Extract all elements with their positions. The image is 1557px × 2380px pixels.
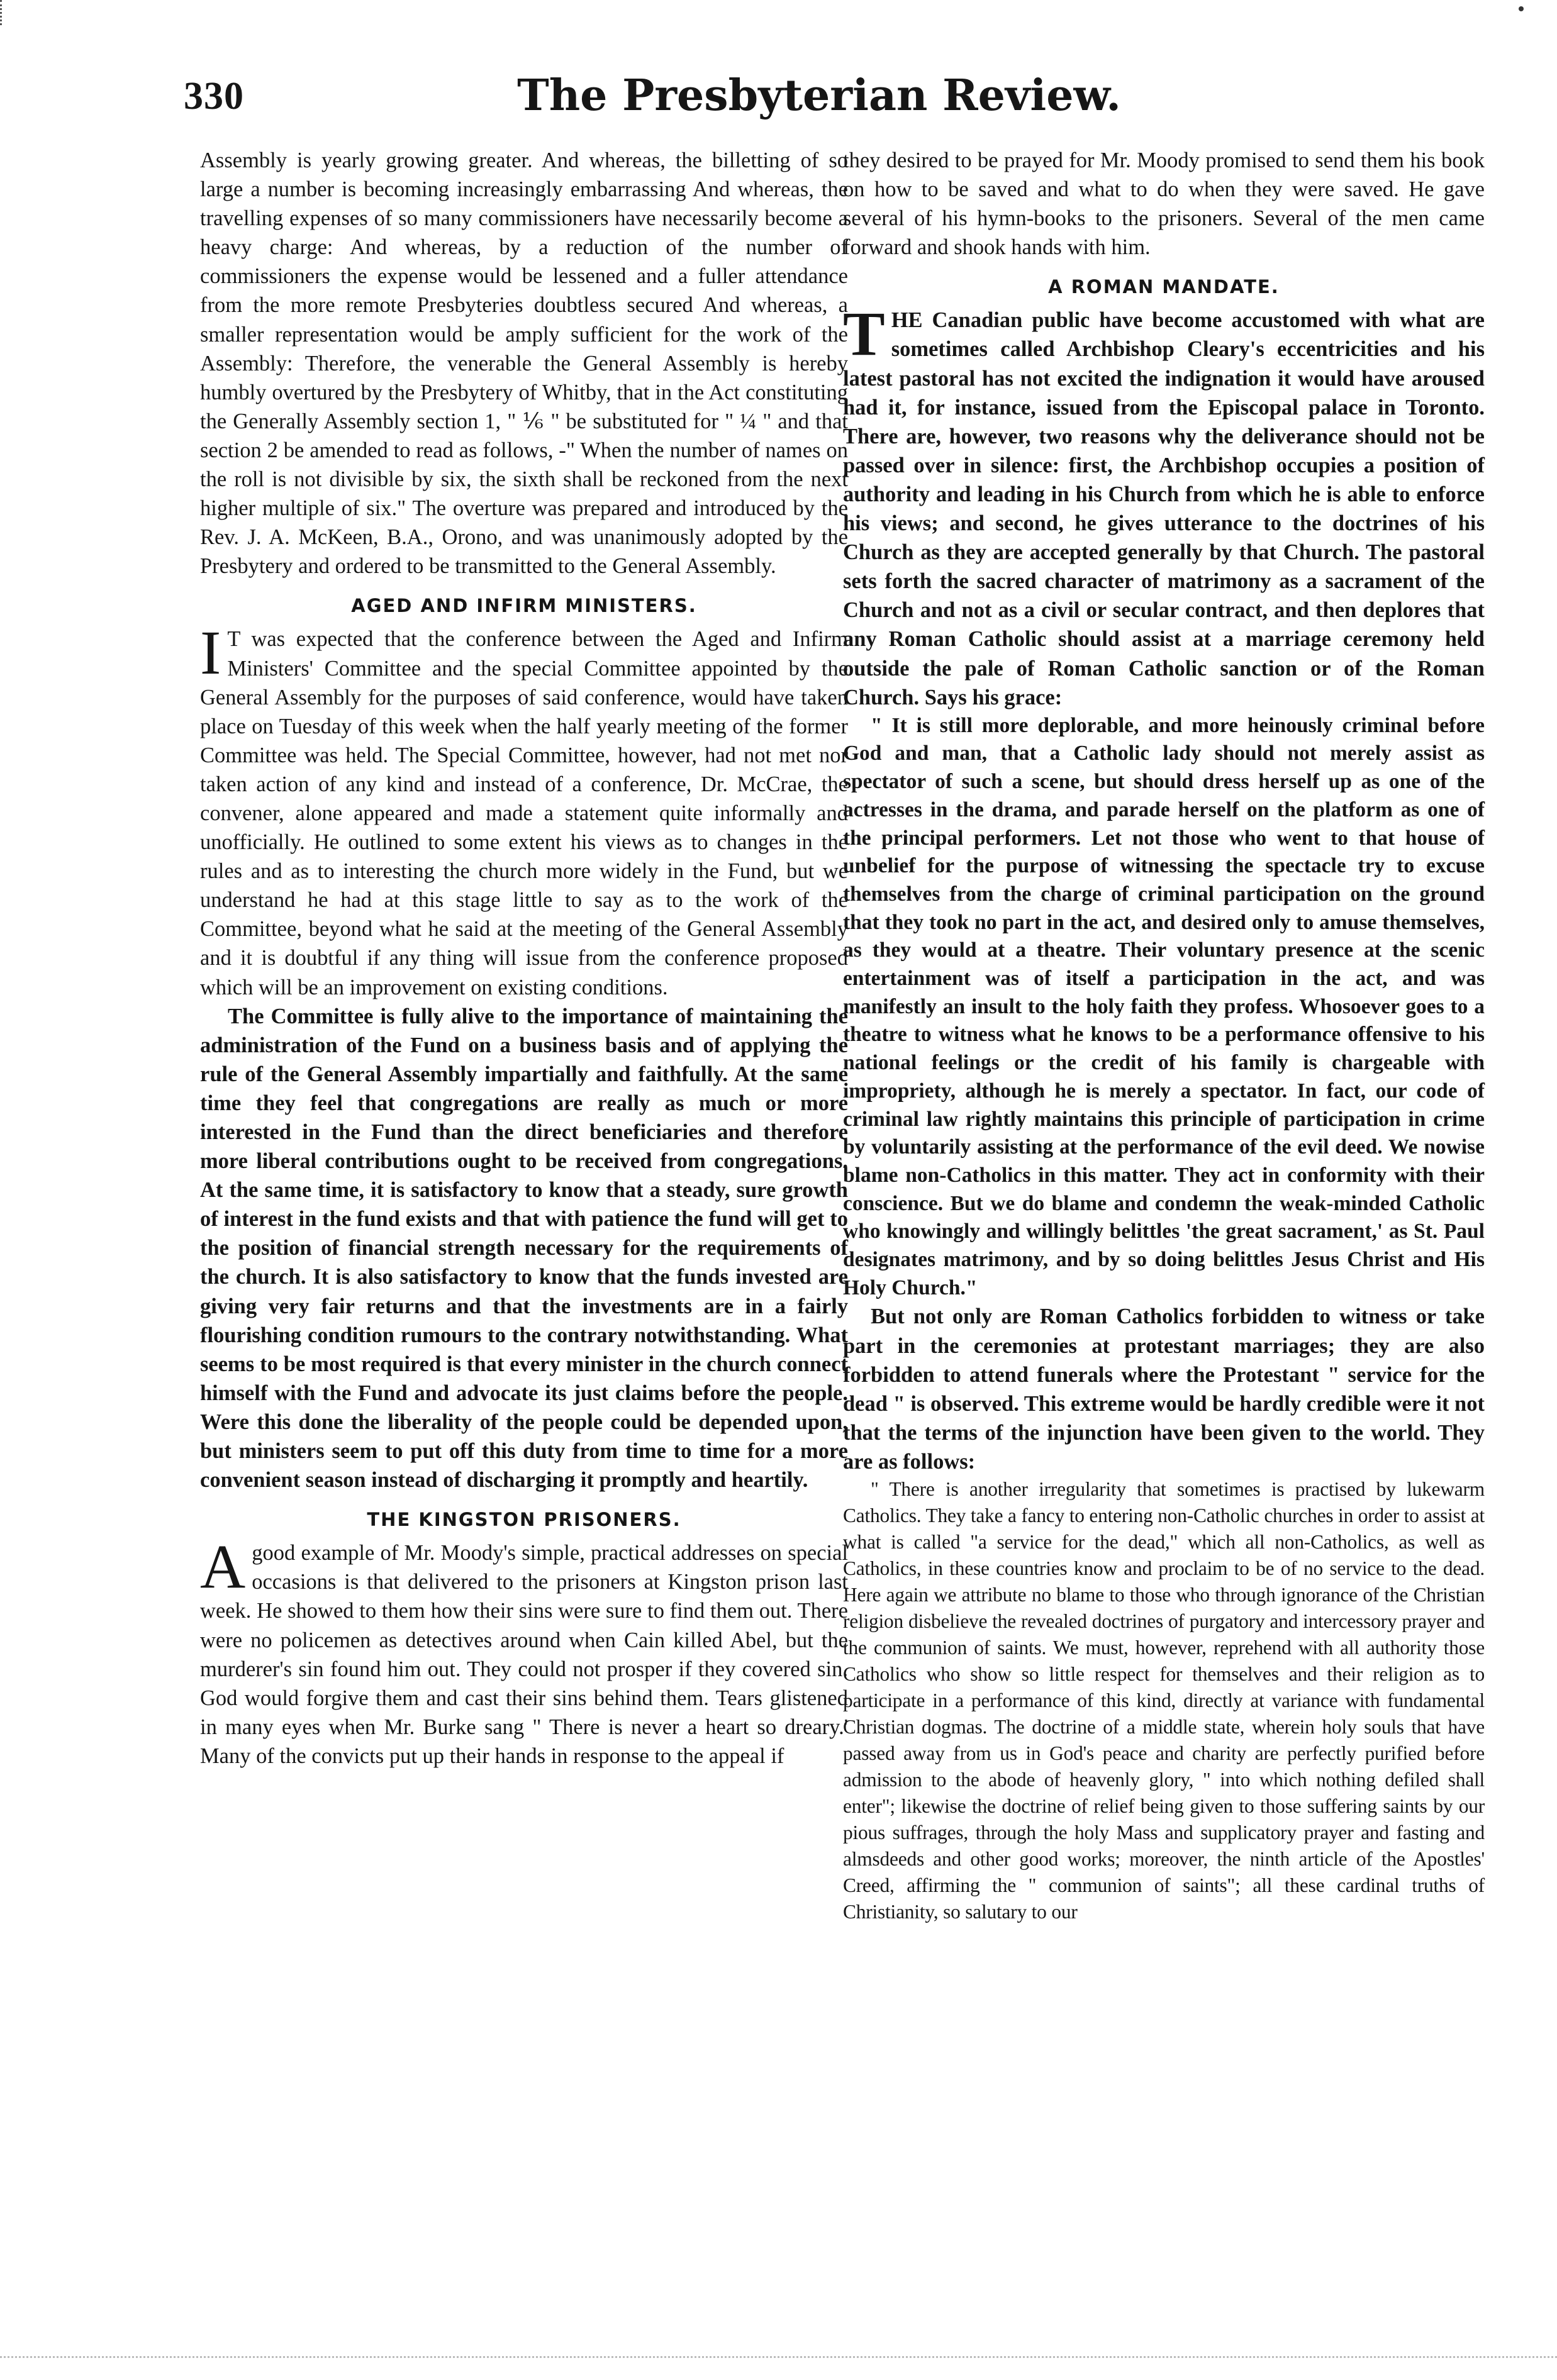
roman-mandate-heading: A ROMAN MANDATE.	[1048, 276, 1280, 298]
dropcap-letter: T	[843, 299, 885, 369]
right-column	[843, 146, 1485, 1925]
pastoral-quote-1: " It is still more deplorable, and more heinously criminal before God and man, that a Catholic lady should not merely assist as spectator of such a scene, but should dress herself up as one of the actresses in the drama, and parade herself on the platform as one of the principal performers. Let not those who went to that house of unbelief for the purpose of witnessing the spectacle try to excuse themselves from the charge of criminal participation on the ground that they took no part in the act, and desired only to amuse themselves, as they would at a theatre. Their voluntary presence at the scenic entertainment was of itself a participation in the act, and was manifestly an insult to the holy faith they profess. Whosoever goes to a theatre to witness what he knows to be a performance offensive to his national feelings or the credit of his family is chargeable with impropriety, although he is merely a spectator. In fact, our code of criminal law rightly maintains this principle of participation in crime by voluntarily assisting at the performance of the evil deed. We nowise blame non-Catholics in this matter. They act in conformity with their conscience. But we do blame and condemn the weak-minded Catholic who knowingly and willingly belittles 'the great sacrament,' as St. Paul designates matrimony, and by so doing belittles Jesus Christ and His Holy Church."	[843, 713, 1485, 1299]
kingston-prisoners-text: good example of Mr. Moody's simple, practical addresses on special occasions is that delivered to the prisoners at Kingston prison last week. He showed to them how their sins were sure to find them out. There were no policemen as detectives around when Cain killed Abel, but the murderer's sin found him out. They could not prosper if they covered sin. God would forgive them and cast their sins behind them. Tears glistened in many eyes when Mr. Burke sang " There is never a heart so dreary.' Many of the convicts put up their hands in response to the appeal if	[200, 1541, 848, 1768]
scan-edge-mark	[0, 0, 6, 25]
dropcap-letter: I	[200, 618, 221, 688]
scan-dot-mark	[1519, 6, 1524, 11]
pastoral-quote-2: " There is another irregularity that sometimes is practised by lukewarm Catholics. They take a fancy to entering non-Catholic churches in order to assist at what is called "a service for the dead," which all non-Catholics, as well as Catholics, in these countries know and proclaim to be of no service to the dead. Here again we attribute no blame to those who through ignorance of the Christian religion disbelieve the revealed doctrines of purgatory and intercessory prayer and the communion of saints. We must, however, reprehend with all authority those Catholics who show so little respect for themselves and their religion as to participate in a performance of this kind, directly at variance with fundamental Christian dogmas. The doctrine of a middle state, wherein holy souls that have passed away from us in God's peace and charity are perfectly purified before admission to the abode of heavenly glory, " into which nothing defiled shall enter"; likewise the doctrine of relief being given to those suffering saints by our pious suffrages, through the holy Mass and supplicatory prayer and fasting and almsdeeds and other good works; moreover, the ninth article of the Apostles' Creed, affirming the " communion of saints"; all these cardinal truths of Christianity, so salutary to our	[843, 1478, 1485, 1923]
roman-mandate-paragraph-2: But not only are Roman Catholics forbidden to witness or take part in the ceremonies at protestant marriages; they are also forbidden to attend funerals where the Protestant " service for the dead " is observed. This extreme would be hardly credible were it not that the terms of the injunction have been given to the world. They are as follows:	[843, 1304, 1485, 1474]
aged-ministers-heading: AGED AND INFIRM MINISTERS.	[351, 595, 697, 617]
kingston-prisoners-paragraph	[200, 1532, 848, 1771]
kingston-continuation-paragraph: they desired to be prayed for Mr. Moody promised to send them his book on how to be saved and what to do when they were saved. He gave several of his hymn-books to the prisoners. Several of the men came forward and shook hands with him.	[843, 148, 1485, 260]
left-column	[200, 146, 848, 1771]
aged-ministers-paragraph-1	[200, 618, 848, 1001]
overture-paragraph: Assembly is yearly growing greater. And whereas, the billetting of so large a number is becoming increasingly embarrassing And whereas, the travelling expenses of so many commissioners have necessarily become a heavy charge: And whereas, by a reduction of the number of commissioners the expense would be lessened and a fuller attendance from the more remote Presbyteries doubtless secured And whereas, a smaller representation would be amply sufficient for the work of the Assembly: Therefore, the venerable the General Assembly is hereby humbly overtured by the Presbytery of Whitby, that in the Act constituting the Generally Assembly section 1, " ⅙ " be substituted for " ¼ " and that section 2 be amended to read as follows, -" When the number of names on the roll is not divisible by six, the sixth shall be reckoned from the next higher multiple of six." The overture was prepared and introduced by the Rev. J. A. McKeen, B.A., Orono, and was unanimously adopted by the Presbytery and ordered to be transmitted to the General Assembly.	[200, 148, 848, 579]
running-title: The Presbyterian Review.	[517, 70, 1121, 121]
page-number: 330	[184, 75, 244, 118]
bottom-scan-edge	[0, 2356, 1557, 2364]
kingston-prisoners-heading: THE KINGSTON PRISONERS.	[367, 1509, 681, 1531]
roman-mandate-text-1: HE Canadian public have become accustomed with what are sometimes called Archbishop Cleary's eccentricities and his latest pastoral has not excited the indignation it would have aroused had it, for instance, issued from the Episcopal palace in Toronto. There are, however, two reasons why the deliverance should not be passed over in silence: first, the Archbishop occupies a position of authority and leading in his Church from which he is able to enforce his views; and second, he gives utterance to the doctrines of his Church as they are accepted generally by that Church. The pastoral sets forth the sacred character of matrimony as a sacrament of the Church and not as a civil or secular contract, and then deplores that any Roman Catholic should assist at a marriage ceremony held outside the pale of Roman Catholic sanction or of the Roman Church. Says his grace:	[843, 308, 1485, 709]
page-header	[184, 70, 1454, 127]
aged-ministers-text-1: T was expected that the conference between the Aged and Infirm Ministers' Committee and the special Committee appointed by the General Assembly for the purposes of said conference, would have taken place on Tuesday of this week when the half yearly meeting of the former Committee was held. The Special Committee, however, had not met nor taken action of any kind and instead of a conference, Dr. McCrae, the convener, alone appeared and made a statement quite informally and unofficially. He outlined to some extent his views as to changes in the rules and as to interesting the church more widely in the Fund, but we understand he had at this stage little to say as to the work of the Committee, beyond what he said at the meeting of the General Assembly and it is doubtful if any thing will issue from the conference proposed which will be an improvement on existing conditions.	[200, 627, 848, 999]
dropcap-letter: A	[200, 1532, 246, 1602]
aged-ministers-paragraph-2: The Committee is fully alive to the importance of maintaining the administration of the Fund on a business basis and of applying the rule of the General Assembly impartially and faithfully. At the same time they feel that congregations are really as much or more interested in the Fund than the direct beneficiaries and therefore more liberal contributions ought to be received from congregations. At the same time, it is satisfactory to know that a steady, sure growth of interest in the fund exists and that with patience the fund will get to the position of financial strength necessary for the requirements of the church. It is also satisfactory to know that the funds invested are giving very fair returns and that the investments are in a fairly flourishing condition rumours to the contrary notwithstanding. What seems to be most required is that every minister in the church connect himself with the Fund and advocate its just claims before the people. Were this done the liberality of the people could be depended upon, but ministers seem to put off this duty from time to time for a more convenient season instead of discharging it promptly and heartily.	[200, 1004, 848, 1493]
roman-mandate-paragraph-1	[843, 299, 1485, 711]
